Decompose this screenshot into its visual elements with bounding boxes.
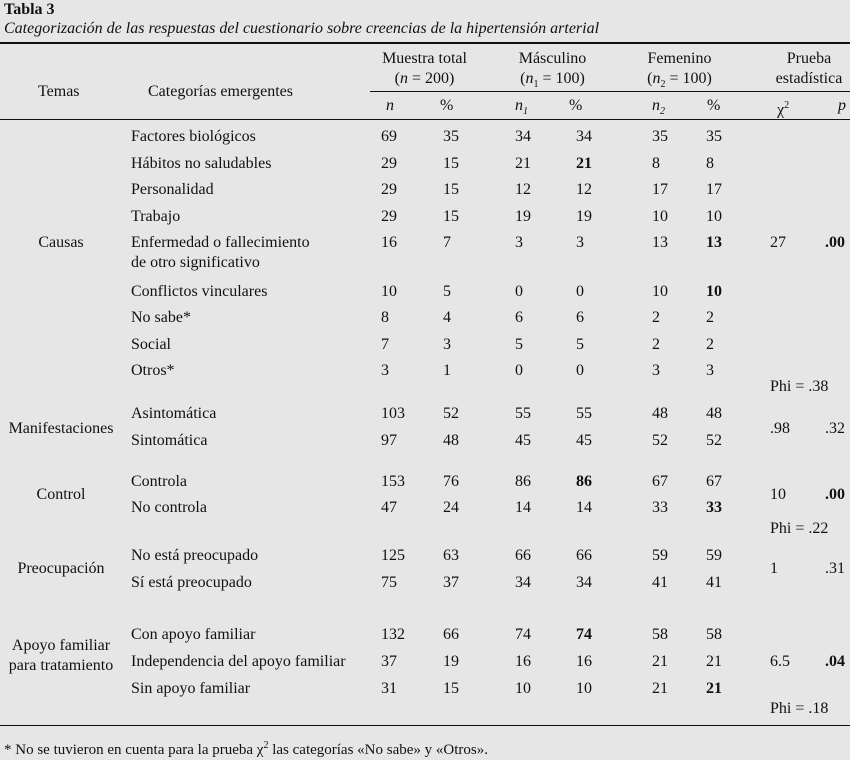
cell-pct1: 6 [576, 309, 584, 326]
cell-n: 29 [381, 155, 397, 172]
cell-pct: 4 [443, 309, 451, 326]
cell-n: 103 [381, 405, 405, 422]
cell-pct2: 2 [706, 336, 714, 353]
cell-n2: 13 [652, 234, 668, 251]
chi-value: 27 [770, 234, 786, 251]
category-label: No sabe* [131, 309, 191, 326]
category-label: Enfermedad o fallecimiento [131, 234, 310, 251]
cell-n: 29 [381, 181, 397, 198]
cell-n: 47 [381, 499, 397, 516]
cell-n1: 34 [515, 574, 531, 591]
cell-n1: 0 [515, 283, 523, 300]
cell-pct1: 86 [576, 473, 592, 490]
header-masc-n: $(n_1 = 100)$ [520, 70, 585, 91]
header-masc: Másculino [518, 50, 587, 67]
cell-pct: 52 [443, 405, 459, 422]
cell-pct1: 0 [576, 362, 584, 379]
cell-pct1: 66 [576, 547, 592, 564]
cell-pct: 3 [443, 336, 451, 353]
chi-value: .98 [770, 420, 790, 437]
cell-n: 97 [381, 432, 397, 449]
header-categorias: Categorías emergentes [148, 83, 293, 100]
cell-pct1: 55 [576, 405, 592, 422]
cell-pct2: 3 [706, 362, 714, 379]
cell-pct1: 19 [576, 208, 592, 225]
cell-n1: 34 [515, 128, 531, 145]
cell-pct: 24 [443, 499, 459, 516]
cell-pct1: 10 [576, 680, 592, 697]
header-prueba-2: estadística [775, 70, 843, 87]
cell-pct1: 21 [576, 155, 592, 172]
table-subtitle: Categorización de las respuestas del cuestionario sobre creencias de la hipertensión arterial [4, 20, 600, 37]
subhdr-pct1: % [569, 97, 583, 114]
tema-label: Manifestaciones [8, 420, 114, 437]
cell-n2: 2 [652, 336, 660, 353]
category-label: Asintomática [131, 405, 217, 422]
cell-pct1: 34 [576, 128, 592, 145]
cell-n2: 33 [652, 499, 668, 516]
category-label: Sí está preocupado [131, 574, 252, 591]
category-label: Social [131, 336, 171, 353]
header-fem-n: $(n_2 = 100)$ [647, 70, 712, 91]
cell-n: 125 [381, 547, 405, 564]
header-total-n: (n = 200) [394, 70, 455, 87]
cell-n1: 66 [515, 547, 531, 564]
category-label: Otros* [131, 362, 175, 379]
cell-pct1: 0 [576, 283, 584, 300]
chi-value: 1 [770, 560, 778, 577]
cell-pct: 7 [443, 234, 451, 251]
category-label: Conflictos vinculares [131, 283, 268, 300]
cell-n1: 19 [515, 208, 531, 225]
cell-pct2: 21 [706, 653, 722, 670]
cell-pct1: 74 [576, 626, 592, 643]
cell-pct: 5 [443, 283, 451, 300]
category-label: Sin apoyo familiar [131, 680, 251, 697]
tema-label: Apoyo familiar [11, 637, 111, 654]
cell-n2: 3 [652, 362, 660, 379]
cell-pct1: 3 [576, 234, 584, 251]
cell-n: 69 [381, 128, 397, 145]
category-label: Con apoyo familiar [131, 626, 256, 643]
subhdr-chi: $\chi^2$ [777, 100, 790, 119]
category-label: Independencia del apoyo familiar [131, 653, 346, 670]
phi-value: Phi = .22 [770, 520, 829, 537]
cell-pct: 1 [443, 362, 451, 379]
cell-n: 153 [381, 473, 405, 490]
tema-label-2: para tratamiento [8, 657, 114, 674]
cell-pct: 48 [443, 432, 459, 449]
cell-n: 8 [381, 309, 389, 326]
header-total: Muestra total [382, 50, 467, 67]
cell-n1: 45 [515, 432, 531, 449]
cell-n2: 2 [652, 309, 660, 326]
subhdr-n1: $n_1$ [515, 97, 528, 118]
cell-pct2: 41 [706, 574, 722, 591]
cell-pct2: 67 [706, 473, 722, 490]
category-label: Factores biológicos [131, 128, 256, 145]
cell-pct: 19 [443, 653, 459, 670]
tema-label: Causas [38, 234, 84, 251]
cell-n2: 52 [652, 432, 668, 449]
cell-n2: 58 [652, 626, 668, 643]
category-label: Hábitos no saludables [131, 155, 272, 172]
cell-pct2: 10 [706, 283, 722, 300]
cell-pct1: 34 [576, 574, 592, 591]
cell-pct: 15 [443, 208, 459, 225]
cell-n2: 8 [652, 155, 660, 172]
cell-pct: 37 [443, 574, 459, 591]
p-value: .32 [825, 420, 845, 437]
cell-pct2: 21 [706, 680, 722, 697]
subhdr-p: p [838, 97, 846, 114]
cell-n1: 5 [515, 336, 523, 353]
category-label: Personalidad [131, 181, 214, 198]
cell-n: 3 [381, 362, 389, 379]
chi-value: 6.5 [770, 653, 790, 670]
tema-label: Control [36, 486, 86, 503]
cell-pct1: 45 [576, 432, 592, 449]
category-label: No controla [131, 499, 207, 516]
tema-label: Preocupación [17, 560, 105, 577]
top-rule [0, 42, 850, 44]
phi-value: Phi = .18 [770, 700, 829, 717]
cell-pct1: 5 [576, 336, 584, 353]
chi-value: 10 [770, 486, 786, 503]
category-label: Sintomática [131, 432, 208, 449]
cell-n1: 16 [515, 653, 531, 670]
subhdr-n: n [386, 97, 394, 114]
cell-n2: 10 [652, 208, 668, 225]
cell-pct: 63 [443, 547, 459, 564]
subhdr-pct: % [440, 97, 454, 114]
category-label-2: de otro significativo [131, 254, 260, 271]
cell-pct: 66 [443, 626, 459, 643]
cell-pct: 76 [443, 473, 459, 490]
cell-pct2: 10 [706, 208, 722, 225]
cell-pct2: 33 [706, 499, 722, 516]
category-label: Trabajo [131, 208, 181, 225]
cell-pct2: 13 [706, 234, 722, 251]
cell-n: 75 [381, 574, 397, 591]
cell-pct1: 16 [576, 653, 592, 670]
cell-n2: 59 [652, 547, 668, 564]
cell-pct2: 59 [706, 547, 722, 564]
cell-n2: 35 [652, 128, 668, 145]
cell-n2: 17 [652, 181, 668, 198]
cell-n1: 74 [515, 626, 531, 643]
p-value: .31 [825, 560, 845, 577]
p-value: .00 [825, 234, 845, 251]
header-temas: Temas [38, 83, 80, 100]
bottom-rule [0, 725, 850, 726]
cell-n: 10 [381, 283, 397, 300]
cell-n2: 21 [652, 680, 668, 697]
phi-value: Phi = .38 [770, 378, 829, 395]
cell-pct: 15 [443, 155, 459, 172]
cell-n: 37 [381, 653, 397, 670]
cell-pct: 15 [443, 680, 459, 697]
cell-pct2: 2 [706, 309, 714, 326]
cell-n1: 10 [515, 680, 531, 697]
cell-n1: 6 [515, 309, 523, 326]
subhdr-pct2: % [707, 97, 721, 114]
cell-pct: 15 [443, 181, 459, 198]
category-label: Controla [131, 473, 187, 490]
cell-pct2: 48 [706, 405, 722, 422]
cell-pct1: 14 [576, 499, 592, 516]
cell-n2: 10 [652, 283, 668, 300]
cell-n1: 55 [515, 405, 531, 422]
cell-n: 132 [381, 626, 405, 643]
cell-n2: 67 [652, 473, 668, 490]
cell-pct2: 52 [706, 432, 722, 449]
header-bottom-rule [0, 119, 850, 120]
header-fem: Femenino [647, 50, 712, 67]
cell-n1: 0 [515, 362, 523, 379]
p-value: .04 [825, 653, 845, 670]
cell-n: 16 [381, 234, 397, 251]
p-value: .00 [825, 486, 845, 503]
cell-n1: 86 [515, 473, 531, 490]
subhdr-n2: $n_2$ [652, 97, 665, 118]
cell-pct2: 35 [706, 128, 722, 145]
cell-n1: 14 [515, 499, 531, 516]
cell-n2: 48 [652, 405, 668, 422]
cell-n1: 3 [515, 234, 523, 251]
cell-n: 31 [381, 680, 397, 697]
cell-n2: 41 [652, 574, 668, 591]
cell-n1: 12 [515, 181, 531, 198]
cell-pct1: 12 [576, 181, 592, 198]
table-title: Tabla 3 [4, 1, 55, 18]
cell-pct2: 8 [706, 155, 714, 172]
cell-pct: 35 [443, 128, 459, 145]
header-mid-rule [370, 91, 850, 92]
cell-n: 7 [381, 336, 389, 353]
cell-pct2: 58 [706, 626, 722, 643]
cell-n: 29 [381, 208, 397, 225]
header-prueba: Prueba [786, 50, 832, 67]
footnote: * No se tuvieron en cuenta para la prueba $\chi^2$ las categorías «No sabe» y «Otros». [4, 740, 488, 758]
category-label: No está preocupado [131, 547, 259, 564]
cell-n2: 21 [652, 653, 668, 670]
cell-pct2: 17 [706, 181, 722, 198]
cell-n1: 21 [515, 155, 531, 172]
